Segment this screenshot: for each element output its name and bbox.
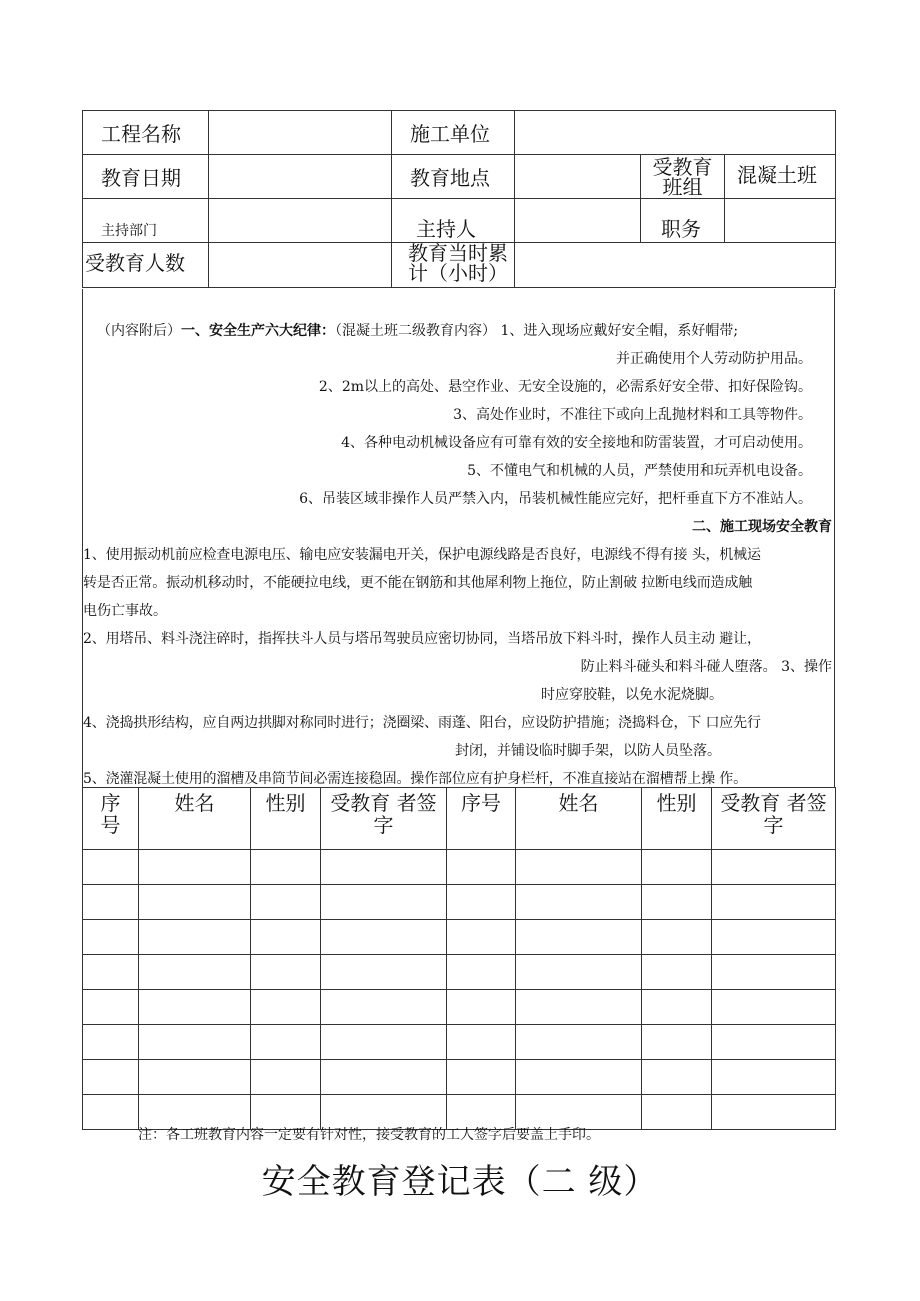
rule-1a: （混凝土班二级教育内容） 1、进入现场应戴好安全帽，系好帽带; [335,323,739,339]
site-rule-1c: 电伤亡事故。 [83,603,167,619]
project-name-field[interactable] [209,111,392,155]
host-label: 主持人 [392,199,515,243]
rule-1b: 并正确使用个人劳动防护用品。 [616,351,812,367]
team-value[interactable]: 混凝土班 [725,155,836,199]
table-row [83,1025,836,1060]
col-header-sign [321,788,447,850]
table-row [83,955,836,990]
col-header-sign-line2: 字 [373,813,394,837]
rule-4: 4、各种电动机械设备应有可靠有效的安全接地和防雷装置，才可启动使用。 [341,435,812,451]
team-label-line1: 受教育 [652,155,713,179]
page-title: 安全教育登记表（二 级） [261,1162,659,1202]
count-label: 受教育人数 [83,243,209,288]
position-label: 职务 [641,199,725,243]
col-header-sign-b [712,788,836,850]
team-label [641,155,725,199]
content-intro [83,289,834,345]
col-header-no [83,788,139,850]
team-label-line2: 班组 [662,175,703,199]
footer-note: 注：各工班教育内容一定要有针对性，接受教育的工人签字后要盖上手印。 [138,1127,600,1143]
construction-unit-label: 施工单位 [392,111,515,155]
host-dept-field[interactable] [209,199,392,243]
rule-6: 6、吊装区域非操作人员严禁入内，吊装机械性能应完好，把杆垂直下方不准站人。 [299,491,812,507]
table-row [83,885,836,920]
hours-label [392,243,515,288]
header-form [82,110,836,288]
project-name-label: 工程名称 [83,111,209,155]
host-dept-label: 主持部门 [83,199,209,243]
construction-unit-field[interactable] [515,111,836,155]
site-rule-2c: 时应穿胶鞋，以免水泥烧脚。 [541,687,723,703]
site-rule-1a: 1、使用振动机前应检查电源电压、输电应安装漏电开关，保护电源线路是否良好，电源线不得有接 头，机械运 [83,547,761,563]
site-rule-1b: 转是否正常。振动机移动时，不能硬拉电线，更不能在钢筋和其他犀利物上拖位，防止割破 拉断电线而造成触 [83,575,753,591]
col-header-no-line1: 序 [100,791,121,815]
site-rule-4a: 4、浇捣拱形结构，应自两边拱脚对称同时进行；浇圈梁、雨蓬、阳台，应设防护措施；浇捣料仓，下 口应先行 [83,715,761,731]
host-field[interactable] [515,199,641,243]
site-rule-5: 5、浇灌混凝土使用的溜槽及串筒节间必需连接稳固。操作部位应有护身栏杆，不准直接站在溜槽帮上操 作。 [83,771,748,787]
signature-table [82,787,836,1130]
position-field[interactable] [725,199,836,243]
col-header-name: 姓名 [139,788,251,850]
section2-heading: 二、施工现场安全教育 [692,519,832,535]
site-rule-2b: 防止料斗碰头和料斗碰人堕落。 3、操作 [580,659,832,675]
education-content [82,289,835,787]
section1-heading: 一、安全生产六大纪律： [181,323,335,339]
hours-field[interactable] [515,243,836,288]
edu-place-field[interactable] [515,155,641,199]
col-header-no-line2: 号 [100,813,121,837]
rule-2: 2、2m以上的高处、悬空作业、无安全设施的，必需系好安全带、扣好保险钩。 [318,379,812,395]
rule-5: 5、不懂电气和机械的人员，严禁使用和玩弄机电设备。 [467,463,812,479]
table-row [83,990,836,1025]
hours-label-line1: 教育当时累 [408,241,508,265]
content-appended: （内容附后） [97,323,181,339]
col-header-sign-b-line2: 字 [763,813,784,837]
rule-3: 3、高处作业时，不准往下或向上乱抛材料和工具等物件。 [453,407,812,423]
table-row [83,850,836,885]
col-header-gender-b: 性别 [642,788,712,850]
col-header-name-b: 姓名 [516,788,642,850]
site-rule-4b: 封闭，并铺设临时脚手架，以防人员坠落。 [455,743,721,759]
col-header-sign-b-line1: 受教育 者签 [720,791,827,815]
site-rule-2a: 2、用塔吊、料斗浇注碎时，指挥扶斗人员与塔吊驾驶员应密切协同，当塔吊放下料斗时，操作人员主动 避让， [83,631,761,647]
col-header-sign-line1: 受教育 者签 [330,791,437,815]
col-header-no-b: 序号 [447,788,516,850]
edu-place-label: 教育地点 [392,155,515,199]
table-row [83,920,836,955]
table-row [83,1060,836,1095]
edu-date-label: 教育日期 [83,155,209,199]
hours-label-line2: 计（小时） [408,261,508,285]
col-header-gender: 性别 [251,788,321,850]
edu-date-field[interactable] [209,155,392,199]
count-field[interactable] [209,243,392,288]
